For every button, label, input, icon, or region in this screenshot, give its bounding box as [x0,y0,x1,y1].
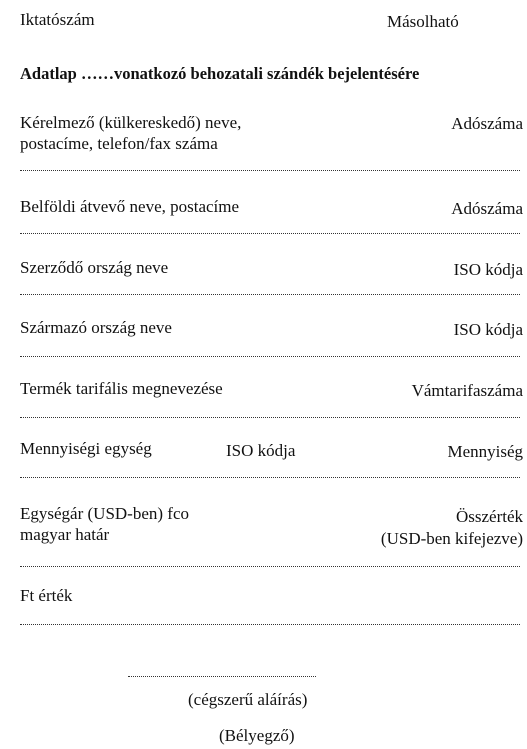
unit-price-label-line1: Egységár (USD-ben) fco [20,504,189,523]
applicant-tax-number-label: Adószáma [451,114,523,133]
price-dotted-line [20,566,520,567]
customs-tariff-number-label: Vámtarifaszáma [411,381,523,400]
product-tariff-name-label: Termék tarifális megnevezése [20,379,223,398]
registry-number-label: Iktatószám [20,10,95,29]
quantity-label: Mennyiség [447,442,523,461]
quantity-dotted-line [20,477,520,478]
origin-iso-label: ISO kódja [453,320,523,339]
applicant-name-label-line1: Kérelmező (külkereskedő) neve, [20,113,242,132]
recipient-name-label: Belföldi átvevő neve, postacíme [20,197,240,216]
unit-iso-label: ISO kódja [226,441,296,460]
applicant-dotted-line [20,170,520,171]
form-title: Adatlap ……vonatkozó behozatali szándék bejelentésére [20,64,420,83]
total-value-label-line1: Összérték [455,507,523,526]
recipient-dotted-line [20,233,520,234]
total-value-label-line2: (USD-ben kifejezve) [380,529,523,548]
huf-dotted-line [20,624,520,625]
company-signature-label: (cégszerű aláírás) [188,690,308,709]
signature-dotted-line [128,676,316,677]
applicant-name-label-line2: postacíme, telefon/fax száma [20,134,218,153]
copyable-label: Másolható [387,12,459,31]
product-dotted-line [20,417,520,418]
contracting-country-label: Szerződő ország neve [20,258,169,277]
unit-price-label-line2: magyar határ [20,525,110,544]
contracting-iso-label: ISO kódja [453,260,523,279]
unit-of-measure-label: Mennyiségi egység [20,439,152,458]
origin-country-label: Származó ország neve [20,318,172,337]
stamp-label: (Bélyegző) [219,726,295,745]
huf-value-label: Ft érték [20,586,73,605]
origin-dotted-line [20,356,520,357]
contracting-dotted-line [20,294,520,295]
recipient-tax-number-label: Adószáma [451,199,523,218]
